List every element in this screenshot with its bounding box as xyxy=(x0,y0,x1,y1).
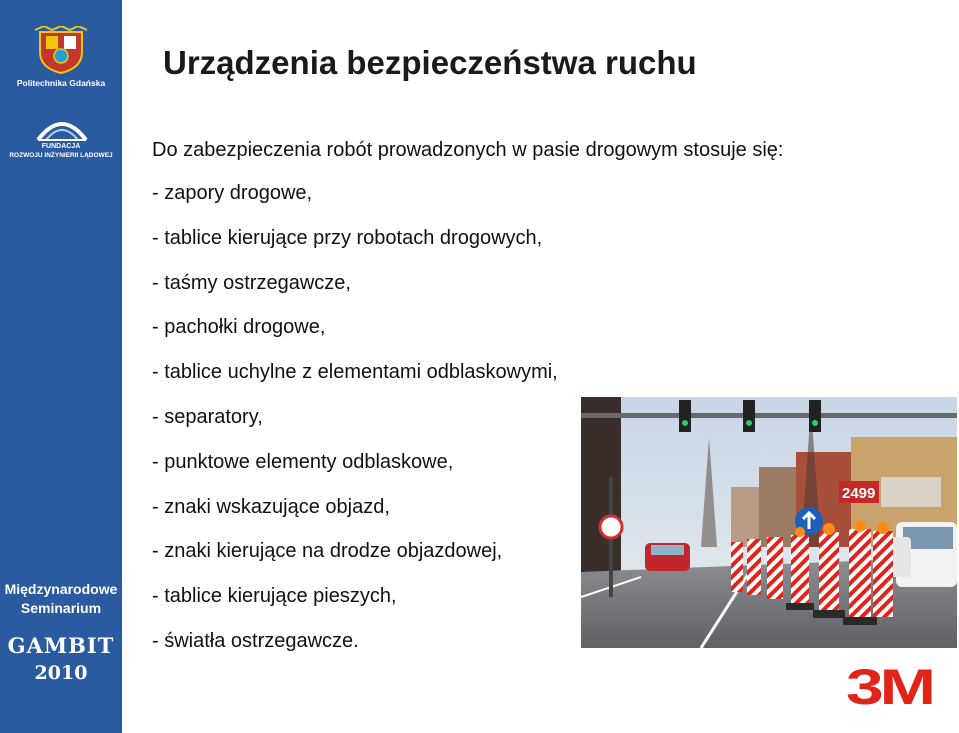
event-year: 2010 xyxy=(34,662,88,684)
roadworks-photo xyxy=(581,397,957,648)
bridge-logo-icon xyxy=(36,116,88,142)
event-name: GAMBIT xyxy=(7,633,115,658)
slide-title: Urządzenia bezpieczeństwa ruchu xyxy=(163,44,697,81)
sidebar xyxy=(0,0,122,733)
intro-text: Do zabezpieczenia robót prowadzonych w pasie drogowym stosuje się: xyxy=(152,139,784,161)
university-crest-icon xyxy=(32,26,90,74)
safety-device-list xyxy=(152,183,558,676)
list-item: - zapory drogowe, xyxy=(152,182,313,204)
list-item: - tablice uchylne z elementami odblaskowymi, xyxy=(152,361,558,384)
list-item: - tablice kierujące przy robotach drogowych, xyxy=(152,226,543,249)
foundation-name-line1: FUNDACJA xyxy=(41,143,81,150)
university-name: Politechnika Gdańska xyxy=(16,78,106,88)
3m-logo xyxy=(846,662,934,708)
svg-text:3M: 3M xyxy=(846,662,933,708)
list-item: - znaki wskazujące objazd, xyxy=(152,495,390,518)
list-item: - pachołki drogowe, xyxy=(152,316,326,339)
seminar-line2: Seminarium xyxy=(20,600,102,616)
list-item: - separatory, xyxy=(152,405,263,428)
shop-sign-price: 2499 xyxy=(842,485,876,502)
foundation-name-line2: ROZWOJU INŻYNIERII LĄDOWEJ xyxy=(9,152,113,159)
list-item: - znaki kierujące na drodze objazdowej, xyxy=(152,540,503,563)
list-item: - punktowe elementy odblaskowe, xyxy=(152,450,454,473)
list-item: - taśmy ostrzegawcze, xyxy=(152,271,351,294)
list-item: - światła ostrzegawcze. xyxy=(152,629,359,652)
seminar-line1: Międzynarodowe xyxy=(4,581,118,597)
list-item: - tablice kierujące pieszych, xyxy=(152,585,397,608)
